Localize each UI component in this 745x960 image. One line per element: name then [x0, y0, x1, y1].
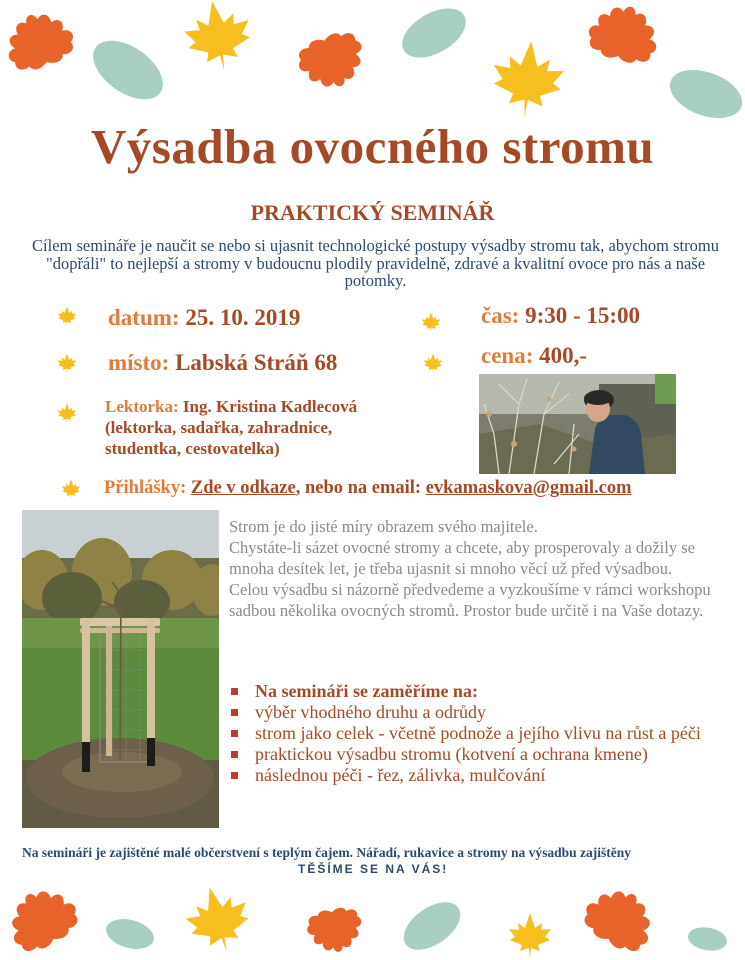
- yellow-leaf-bullet-icon: [422, 352, 444, 374]
- lecturer-block: [105, 396, 357, 459]
- yellow-leaf-bullet-icon: [56, 352, 78, 374]
- yellow-leaf-bullet-icon: [420, 311, 442, 333]
- time-label: čas:: [481, 303, 520, 328]
- yellow-leaf-bullet-icon: [56, 305, 78, 327]
- focus-item: výběr vhodného druhu a odrůdy: [229, 702, 729, 723]
- sage-leaf-icon: [670, 918, 745, 960]
- sage-leaf-icon: [92, 908, 168, 960]
- tree-planting-photo: [22, 510, 219, 828]
- focus-item: následnou péči - řez, zálivka, mulčování: [229, 765, 729, 786]
- sage-leaf-icon: [393, 0, 475, 70]
- sage-leaf-icon: [392, 892, 472, 960]
- yellow-maple-leaf-icon: [170, 882, 266, 956]
- description-p3: Celou výsadbu si názorně předvedeme a vyzkoušíme v rámci workshopu sadbou několika ovocných stromů. Prostor bude určitě i na Vaše dotazy.: [229, 580, 711, 620]
- date-label: datum:: [108, 305, 180, 330]
- description-p1: Strom je do jisté míry obrazem svého majitele.: [229, 517, 538, 536]
- focus-list: [229, 681, 729, 786]
- sage-leaf-icon: [86, 28, 170, 112]
- price-label: cena:: [481, 343, 534, 368]
- focus-item: strom jako celek - včetně podnože a jejího vlivu na růst a péči: [229, 723, 729, 744]
- price-value: 400,-: [539, 343, 588, 368]
- registration-middle-text: , nebo na email:: [295, 478, 422, 498]
- intro-text: Cílem semináře je naučit se nebo si ujasnit technologické postupy výsadby stromu tak, abychom stromu "dopřáli" to nejlepší a stromy v budoucnu plodily pravidelně, zdravé a kvalitní ovoce pro nás a naše potomky.: [32, 236, 719, 290]
- lecturer-label: Lektorka:: [105, 397, 179, 416]
- description-block: [229, 516, 725, 621]
- footer-note: Na semináři je zajištěné malé občerstvení s teplým čajem. Nářadí, rukavice a stromy na výsadbu zajištěny: [22, 845, 632, 860]
- registration-row: [104, 478, 632, 499]
- place-label: místo:: [108, 350, 170, 375]
- orange-oak-leaf-icon: [582, 880, 658, 958]
- yellow-maple-leaf-icon: [488, 910, 572, 960]
- lecturer-photo: [479, 374, 676, 474]
- page-subtitle: PRAKTICKÝ SEMINÁŘ: [250, 200, 495, 225]
- date-row: [108, 305, 300, 331]
- yellow-maple-leaf-icon: [172, 0, 264, 74]
- date-value: 25. 10. 2019: [185, 305, 301, 330]
- focus-heading: Na semináři se zaměříme na:: [229, 681, 729, 702]
- lecturer-roles-line2: studentka, cestovatelka): [105, 439, 280, 458]
- yellow-leaf-bullet-icon: [60, 478, 82, 500]
- lecturer-name: Ing. Kristina Kadlecová: [182, 397, 358, 416]
- focus-item: praktickou výsadbu stromu (kotvení a ochrana kmene): [229, 744, 729, 765]
- place-value: Labská Stráň 68: [175, 350, 338, 375]
- orange-oak-leaf-icon: [4, 880, 80, 958]
- orange-oak-leaf-icon: [296, 18, 368, 104]
- lecturer-roles-line1: (lektorka, sadařka, zahradnice,: [105, 418, 333, 437]
- time-row: [481, 303, 640, 329]
- description-p2: Chystáte-li sázet ovocné stromy a chcete, aby prosperovaly a dožily se mnoha desítek let, je třeba ujasnit si mnoho věcí už před výsadbou.: [229, 538, 695, 578]
- orange-oak-leaf-icon: [300, 900, 370, 960]
- yellow-maple-leaf-icon: [480, 36, 576, 120]
- closing-text: TĚŠÍME SE NA VÁS!: [298, 862, 449, 876]
- price-row: [481, 343, 587, 369]
- yellow-leaf-bullet-icon: [56, 402, 78, 424]
- place-row: [108, 350, 337, 376]
- registration-link[interactable]: Zde v odkaze: [190, 478, 296, 498]
- email-link[interactable]: evkamaskova@gmail.com: [425, 478, 632, 498]
- registration-label: Přihlášky:: [104, 478, 187, 498]
- orange-oak-leaf-icon: [586, 0, 662, 72]
- page-title: Výsadba ovocného stromu: [90, 119, 655, 174]
- orange-oak-leaf-icon: [2, 4, 76, 78]
- time-value: 9:30 - 15:00: [525, 303, 641, 328]
